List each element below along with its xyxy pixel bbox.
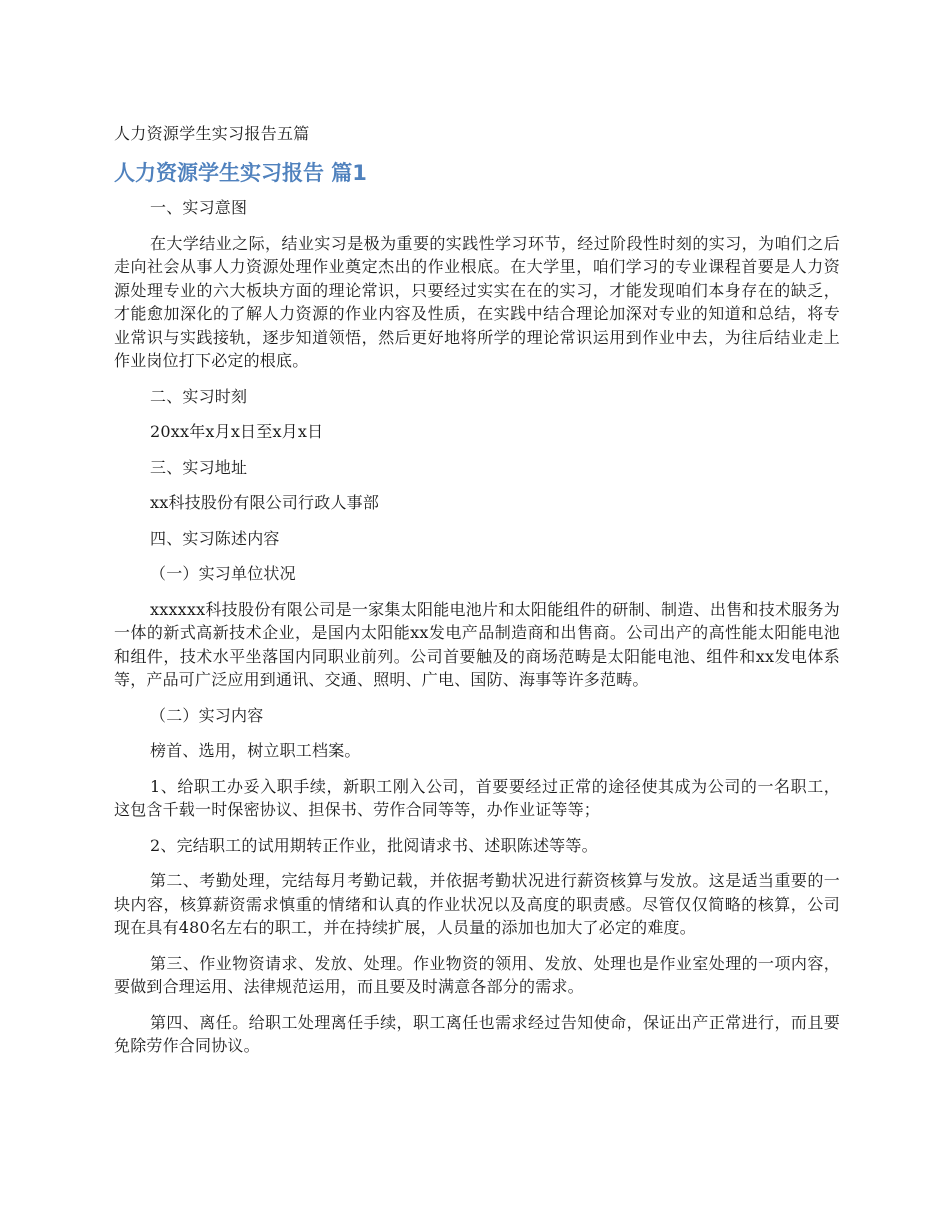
paragraph-resignation: 第四、离任。给职工处理离任手续，职工离任也需求经过告知使命，保证出产正常进行，而且要免除劳作合同协议。 (114, 1012, 840, 1055)
paragraph-recruit: 榜首、选用，树立职工档案。 (150, 741, 361, 760)
paragraph-unit-body: xxxxxx科技股份有限公司是一家集太阳能电池片和太阳能组件的研制、制造、出售和技术服务为一体的新式高新技术企业，是国内太阳能xx发电产品制造商和出售商。公司出产的高性能太阳能电池和组件，技术水平坐落国内同职业前列。公司首要触及的商场范畴是太阳能电池、组件和xx发电体系等，产品可广泛应用到通讯、交通、照明、广电、国防、海事等许多范畴。 (114, 599, 840, 689)
paragraph-purpose-heading: 一、实习意图 (150, 198, 248, 217)
paragraph-supplies: 第三、作业物资请求、发放、处理。作业物资的领用、发放、处理也是作业室处理的一项内容，要做到合理运用、法律规范运用，而且要及时满意各部分的需求。 (114, 953, 840, 996)
paragraph-content-heading: （二）实习内容 (150, 705, 264, 725)
paragraph-time-heading: 二、实习时刻 (150, 386, 248, 406)
paragraph-location-body: xx科技股份有限公司行政人事部 (150, 493, 380, 512)
paragraph-time-body: 20xx年x月x日至x月x日 (150, 422, 324, 441)
paragraph-item-1: 1、给职工办妥入职手续，新职工刚入公司，首要要经过正常的途径使其成为公司的一名职工，这包含千载一时保密协议、担保书、劳作合同等等，办作业证等等； (114, 776, 840, 819)
paragraph-location-heading: 三、实习地址 (150, 457, 248, 477)
paragraph-unit-heading: （一）实习单位状况 (150, 564, 296, 583)
paragraph-report-heading: 四、实习陈述内容 (150, 528, 280, 548)
paragraph-purpose-body: 在大学结业之际，结业实习是极为重要的实践性学习环节，经过阶段性时刻的实习，为咱们之后走向社会从事人力资源处理作业奠定杰出的作业根底。在大学里，咱们学习的专业课程首要是人力资源处理专业的六大板块方面的理论常识，只要经过实实在在的实习，才能发现咱们本身存在的缺乏，才能愈加深化的了解人力资源的作业内容及性质，在实践中结合理论加深对专业的知道和总结，将专业常识与实践接轨，逐步知道领悟，然后更好地将所学的理论常识运用到作业中去，为往后结业走上作业岗位打下必定的根底。 (114, 233, 840, 370)
document-body (114, 122, 840, 1070)
document-title: 人力资源学生实习报告五篇 (114, 124, 310, 143)
section-heading: 人力资源学生实习报告 篇1 (114, 161, 367, 185)
paragraph-attendance: 第二、考勤处理，完结每月考勤记载，并依据考勤状况进行薪资核算与发放。这是适当重要的一块内容，核算薪资需求慎重的情绪和认真的作业状况以及高度的职责感。尽管仅仅简略的核算，公司现在具有480名左右的职工，并在持续扩展，人员量的添加也加大了必定的难度。 (114, 871, 840, 937)
paragraph-item-2: 2、完结职工的试用期转正作业，批阅请求书、述职陈述等等。 (150, 835, 598, 855)
